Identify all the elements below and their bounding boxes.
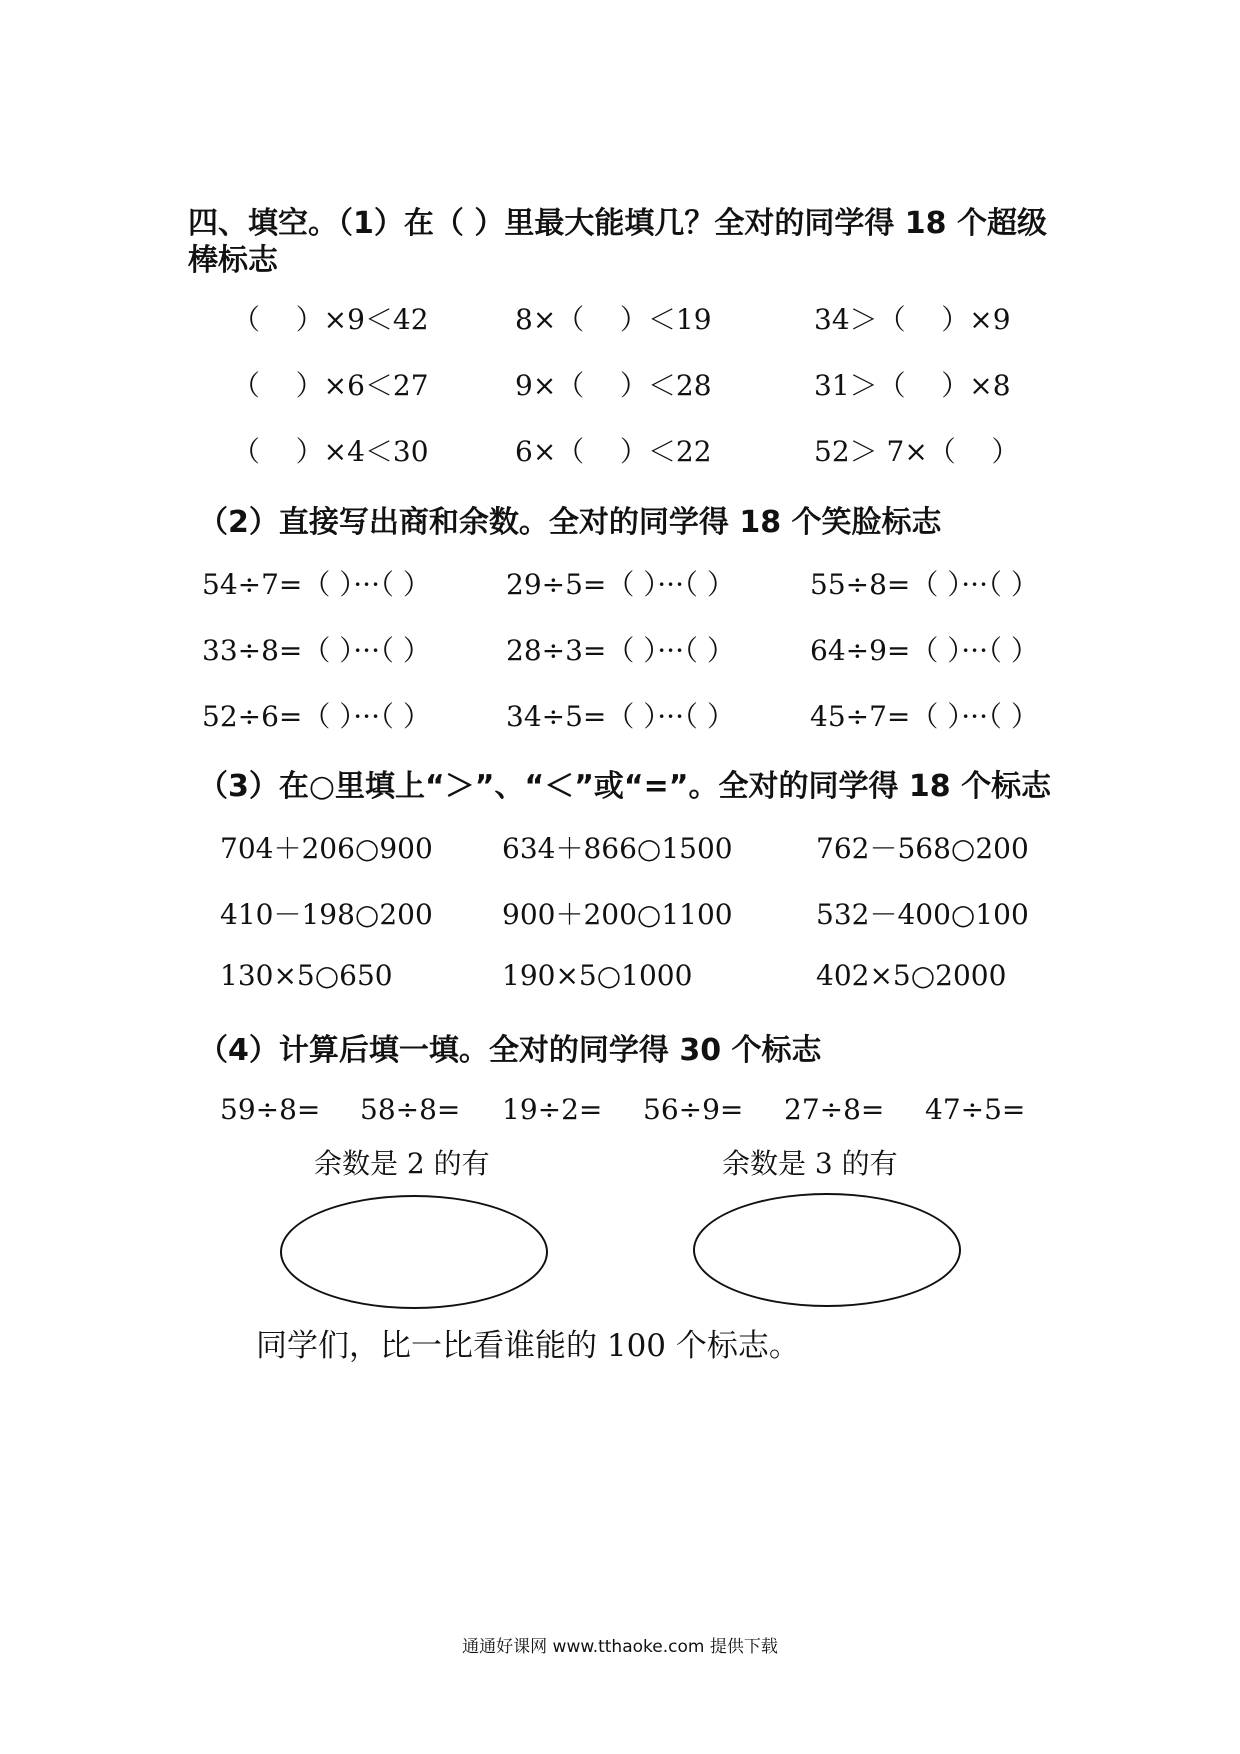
division-item: 55÷8=（ ）···（ ） <box>810 568 1039 601</box>
fill-blank-item: 52＞ 7×（ ） <box>814 435 1020 468</box>
division-item: 54÷7=（ ）···（ ） <box>202 568 431 601</box>
compare-item: 130×5○650 <box>220 959 393 992</box>
section3-row-3 <box>0 959 1240 995</box>
fill-blank-item: （ ）×6＜27 <box>232 369 429 402</box>
section3-heading: （3）在○里填上“＞”、“＜”或“=”。全对的同学得 18 个标志 <box>198 769 1052 804</box>
fill-blank-item: 9×（ ）＜28 <box>515 369 712 402</box>
section1-row-1 <box>0 298 1240 334</box>
section2-row-3 <box>0 695 1240 731</box>
section2-row-1 <box>0 563 1240 599</box>
problem-item: 59÷8= <box>220 1093 321 1126</box>
problem-item: 27÷8= <box>784 1093 885 1126</box>
problem-item: 47÷5= <box>925 1093 1026 1126</box>
section4-heading: （4）计算后填一填。全对的同学得 30 个标志 <box>198 1033 822 1068</box>
fill-blank-item: （ ）×4＜30 <box>232 435 429 468</box>
division-item: 29÷5=（ ）···（ ） <box>506 568 735 601</box>
remainder-2-answer-oval <box>280 1195 548 1309</box>
section2-heading: （2）直接写出商和余数。全对的同学得 18 个笑脸标志 <box>198 505 942 540</box>
problem-item: 58÷8= <box>360 1093 461 1126</box>
compare-item: 704＋206○900 <box>220 832 433 865</box>
fill-blank-item: 6×（ ）＜22 <box>515 435 712 468</box>
section4-problems <box>0 1093 1240 1129</box>
section1-heading-line2: 棒标志 <box>188 243 278 278</box>
compare-item: 532－400○100 <box>816 898 1029 931</box>
remainder-3-answer-oval <box>693 1193 961 1307</box>
division-item: 34÷5=（ ）···（ ） <box>506 700 735 733</box>
compare-item: 900＋200○1100 <box>502 898 733 931</box>
fill-blank-item: （ ）×9＜42 <box>232 303 429 336</box>
compare-item: 410－198○200 <box>220 898 433 931</box>
fill-blank-item: 31＞（ ）×8 <box>814 369 1011 402</box>
section3-row-2 <box>0 893 1240 929</box>
section1-row-3 <box>0 430 1240 466</box>
compare-item: 762－568○200 <box>816 832 1029 865</box>
problem-item: 56÷9= <box>643 1093 744 1126</box>
compare-item: 634＋866○1500 <box>502 832 733 865</box>
problem-item: 19÷2= <box>502 1093 603 1126</box>
division-item: 33÷8=（ ）···（ ） <box>202 634 431 667</box>
division-item: 45÷7=（ ）···（ ） <box>810 700 1039 733</box>
division-item: 52÷6=（ ）···（ ） <box>202 700 431 733</box>
section2-row-2 <box>0 629 1240 665</box>
fill-blank-item: 8×（ ）＜19 <box>515 303 712 336</box>
remainder-3-label: 余数是 3 的有 <box>722 1147 898 1180</box>
fill-blank-item: 34＞（ ）×9 <box>814 303 1011 336</box>
division-item: 64÷9=（ ）···（ ） <box>810 634 1039 667</box>
section1-heading-line1: 四、填空。（1）在（ ）里最大能填几？全对的同学得 18 个超级 <box>188 206 1047 241</box>
compare-item: 402×5○2000 <box>816 959 1007 992</box>
section3-row-1 <box>0 827 1240 863</box>
remainder-2-label: 余数是 2 的有 <box>314 1147 490 1180</box>
compare-item: 190×5○1000 <box>502 959 693 992</box>
closing-text: 同学们，比一比看谁能的 100 个标志。 <box>256 1328 800 1364</box>
page-footer: 通通好课网 www.tthaoke.com 提供下载 <box>462 1637 778 1657</box>
section1-row-2 <box>0 364 1240 400</box>
division-item: 28÷3=（ ）···（ ） <box>506 634 735 667</box>
